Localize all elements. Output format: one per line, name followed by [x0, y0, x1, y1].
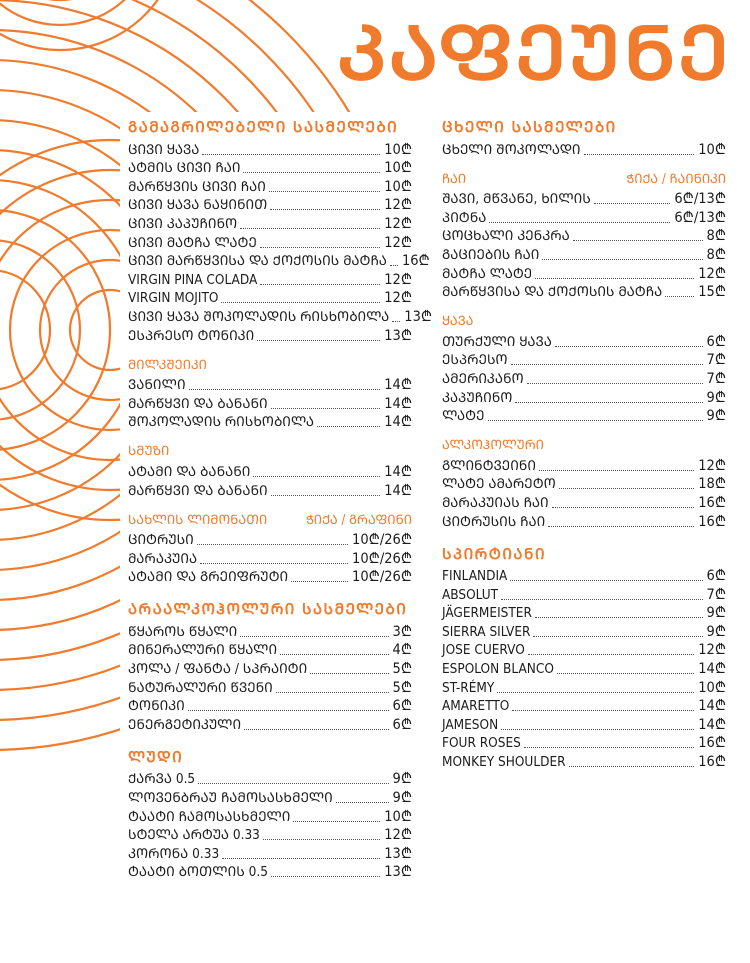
heading-label: ᲪᲮᲔᲚᲘ ᲡᲐᲡᲛᲔᲚᲔᲑᲘ	[442, 118, 617, 136]
dot-leader	[198, 783, 388, 784]
item-price: 10₾/26₾	[352, 550, 412, 567]
dot-leader	[221, 302, 380, 303]
item-name: ᲢᲝᲜᲘᲙᲘ	[128, 698, 185, 715]
menu-item	[442, 190, 726, 209]
dot-leader	[260, 284, 380, 285]
item-price: 6₾	[706, 333, 726, 350]
menu-item	[442, 264, 726, 283]
heading-label: ᲡᲐᲮᲚᲘᲡ ᲚᲘᲛᲝᲜᲐᲗᲘ	[128, 512, 268, 528]
item-price: 14₾	[384, 463, 412, 480]
item-price: 10₾	[384, 808, 412, 825]
dot-leader	[548, 526, 694, 527]
dot-leader	[488, 420, 703, 421]
dot-leader	[555, 346, 703, 347]
item-name: ᲪᲮᲔᲚᲘ ᲨᲝᲙᲝᲚᲐᲓᲘ	[442, 141, 581, 158]
menu-column-right	[442, 118, 726, 771]
menu-item	[128, 788, 412, 807]
dot-leader	[244, 729, 388, 730]
dot-leader	[497, 692, 694, 693]
dot-leader	[243, 172, 380, 173]
menu-item	[442, 456, 726, 475]
dot-leader	[542, 259, 702, 260]
item-name: VIRGIN PINA COLADA	[128, 271, 258, 288]
item-name: ᲛᲐᲠᲬᲧᲕᲘ ᲓᲐ ᲑᲐᲜᲐᲜᲘ	[128, 482, 268, 499]
item-name: ᲪᲘᲕᲘ ᲛᲐᲠᲬᲧᲕᲘᲡᲐ ᲓᲐ ᲥᲝᲥᲝᲡᲘᲡ ᲛᲐᲢᲩᲐ	[128, 253, 387, 270]
item-name: ᲪᲘᲕᲘ ᲙᲐᲞᲣᲩᲘᲜᲝ	[128, 215, 238, 232]
dot-leader	[515, 402, 702, 403]
item-price: 13₾	[404, 308, 433, 325]
heading-label: ᲡᲞᲘᲠᲢᲘᲐᲜᲘ	[442, 544, 546, 563]
item-name: JÄGERMEISTER	[442, 605, 532, 622]
dot-leader	[594, 203, 670, 204]
item-price: 7₾	[706, 586, 726, 603]
item-name: ABSOLUT	[442, 586, 499, 603]
item-price: 14₾	[384, 414, 412, 431]
menu-item	[128, 270, 412, 289]
menu-item	[128, 177, 412, 196]
item-price: 12₾	[698, 457, 726, 474]
item-price: 6₾/13₾	[674, 209, 726, 226]
item-price: 7₾	[706, 370, 726, 387]
dot-leader	[557, 673, 694, 674]
item-price: 16₾	[698, 513, 726, 530]
item-name: ᲪᲘᲢᲠᲣᲡᲘᲡ ᲩᲐᲘ	[442, 513, 546, 530]
item-name: ᲛᲐᲢᲩᲐ ᲚᲐᲢᲔ	[442, 265, 533, 282]
menu-item	[442, 567, 726, 586]
heading-label: ᲒᲐᲛᲐᲒᲠᲘᲚᲔᲑᲔᲚᲘ ᲡᲐᲡᲛᲔᲚᲔᲑᲘ	[128, 118, 399, 136]
menu-item	[128, 844, 412, 863]
item-name: ᲗᲣᲠᲥᲣᲚᲘ ᲧᲐᲕᲐ	[442, 333, 552, 350]
item-name: ᲚᲐᲢᲔ	[442, 408, 485, 425]
item-name: FOUR ROSES	[442, 735, 521, 752]
menu-item	[442, 659, 726, 678]
item-price: 10₾	[698, 141, 726, 158]
item-price: 14₾	[384, 395, 412, 412]
item-price: 6₾	[706, 568, 726, 585]
dot-leader	[310, 673, 388, 674]
dot-leader	[584, 154, 695, 155]
item-name: ᲨᲐᲕᲘ, ᲛᲬᲕᲐᲜᲔ, ᲮᲘᲚᲘᲡ	[442, 191, 591, 208]
item-name: ᲒᲚᲘᲜᲢᲕᲔᲘᲜᲘ	[442, 457, 536, 474]
menu-item	[128, 376, 412, 395]
subsection-title	[128, 357, 412, 375]
menu-item	[442, 388, 726, 407]
dot-leader	[527, 383, 703, 384]
item-price: 13₾	[384, 864, 412, 881]
menu-item	[128, 807, 412, 826]
item-price: 9₾	[392, 790, 412, 807]
menu-item	[442, 585, 726, 604]
item-price: 16₾	[698, 494, 726, 511]
menu-item	[128, 715, 412, 734]
item-price: 15₾	[698, 284, 726, 301]
dot-leader	[270, 209, 380, 210]
subsection-title	[442, 437, 726, 455]
menu-item	[128, 678, 412, 697]
heading-label: ᲡᲛᲣᲖᲘ	[128, 444, 170, 460]
item-price: 9₾	[706, 408, 726, 425]
item-name: ᲜᲐᲢᲣᲠᲐᲚᲣᲠᲘ ᲬᲕᲔᲜᲘ	[128, 679, 273, 696]
dot-leader	[559, 488, 694, 489]
item-name: ᲡᲢᲔᲚᲐ ᲐᲠᲢᲣᲐ 0.33	[128, 827, 260, 844]
menu-item	[128, 196, 412, 215]
dot-leader	[510, 580, 702, 581]
item-name: SIERRA SILVER	[442, 623, 531, 640]
menu-item	[442, 227, 726, 246]
page-title: ᲙᲐᲤᲔᲣᲜᲔ	[337, 11, 732, 97]
item-price: 10₾/26₾	[352, 532, 412, 549]
dot-leader	[257, 340, 380, 341]
item-price: 18₾	[698, 476, 726, 493]
dot-leader	[392, 321, 400, 322]
item-name: AMARETTO	[442, 698, 510, 715]
item-price: 10₾	[384, 178, 412, 195]
item-name: JOSE CUERVO	[442, 642, 525, 659]
dot-leader	[260, 247, 380, 248]
dot-leader	[271, 495, 381, 496]
item-price: 12₾	[384, 234, 412, 251]
heading-label: ᲐᲚᲙᲝᲰᲝᲚᲣᲠᲘ	[442, 438, 544, 454]
menu-item	[442, 622, 726, 641]
menu-item	[128, 697, 412, 716]
heading-label: ᲐᲠᲐᲐᲚᲙᲝᲰᲝᲚᲣᲠᲘ ᲡᲐᲡᲛᲔᲚᲔᲑᲘ	[128, 600, 408, 619]
item-name: ESPOLON BLANCO	[442, 661, 554, 678]
subsection-title	[128, 443, 412, 461]
dot-leader	[573, 240, 703, 241]
item-price: 12₾	[384, 271, 412, 288]
menu-item	[442, 697, 726, 716]
item-price: 10₾	[698, 679, 726, 696]
menu-item	[128, 159, 412, 178]
heading-label: ᲚᲣᲓᲘ	[128, 747, 184, 766]
section-title	[442, 545, 726, 563]
item-name: ᲪᲘᲕᲘ ᲧᲐᲕᲐ ᲨᲝᲙᲝᲚᲐᲓᲘᲡ ᲠᲘᲡᲮᲝᲑᲘᲚᲐ	[128, 308, 390, 325]
item-price: 6₾	[392, 698, 412, 715]
item-name: ᲥᲐᲠᲕᲐ 0.5	[128, 771, 196, 788]
dot-leader	[188, 710, 389, 711]
section-title	[128, 600, 412, 618]
item-name: ᲪᲘᲕᲘ ᲛᲐᲢᲩᲐ ᲚᲐᲢᲔ	[128, 234, 257, 251]
dot-leader	[390, 265, 398, 266]
subsection-title	[442, 171, 726, 189]
dot-leader	[535, 278, 694, 279]
dot-leader	[665, 296, 694, 297]
dot-leader	[552, 507, 695, 508]
item-price: 5₾	[392, 679, 412, 696]
subsection-title	[442, 313, 726, 331]
dot-leader	[317, 426, 380, 427]
menu-item	[128, 252, 430, 271]
item-name: ᲛᲘᲜᲔᲠᲐᲚᲣᲠᲘ ᲬᲧᲐᲚᲘ	[128, 642, 278, 659]
menu-item	[128, 289, 412, 308]
menu-item	[442, 493, 726, 512]
item-price: 6₾/13₾	[674, 191, 726, 208]
subsection-title	[128, 512, 412, 530]
item-price: 9₾	[706, 623, 726, 640]
item-price: 9₾	[706, 389, 726, 406]
item-price: 13₾	[384, 327, 412, 344]
menu-item	[442, 678, 726, 697]
item-price: 14₾	[698, 716, 726, 733]
dot-leader	[336, 802, 389, 803]
item-price: 12₾	[384, 215, 412, 232]
item-name: ᲛᲐᲠᲐᲙᲣᲘᲐᲡ ᲩᲐᲘ	[442, 494, 549, 511]
menu-item	[128, 214, 412, 233]
item-name: ᲞᲘᲢᲜᲐ	[442, 209, 487, 226]
dot-leader	[533, 636, 702, 637]
item-name: FINLANDIA	[442, 568, 508, 585]
item-name: ᲔᲜᲔᲠᲒᲔᲢᲘᲙᲣᲚᲘ	[128, 716, 242, 733]
dot-leader	[189, 389, 381, 390]
dot-leader	[222, 858, 380, 859]
menu-item	[442, 715, 726, 734]
item-price: 5₾	[392, 661, 412, 678]
dot-leader	[501, 599, 702, 600]
dot-leader	[539, 470, 694, 471]
item-name: ᲔᲡᲞᲠᲔᲡᲝ ᲢᲝᲜᲘᲙᲘ	[128, 327, 255, 344]
menu-item	[442, 208, 726, 227]
item-name: ᲒᲐᲪᲘᲔᲑᲘᲡ ᲩᲐᲘ	[442, 246, 540, 263]
menu-item	[442, 475, 726, 494]
menu-item	[128, 394, 412, 413]
item-name: ᲪᲝᲪᲮᲐᲚᲘ ᲙᲔᲜᲙᲠᲐ	[442, 228, 570, 245]
menu-item	[128, 659, 412, 678]
section-title	[128, 118, 412, 136]
dot-leader	[240, 228, 380, 229]
item-name: ᲐᲛᲔᲠᲘᲙᲐᲜᲝ	[442, 370, 524, 387]
menu-item	[442, 641, 726, 660]
item-price: 14₾	[384, 482, 412, 499]
dot-leader	[271, 408, 381, 409]
menu-item	[442, 734, 726, 753]
menu-item	[442, 407, 726, 426]
item-name: ST-RÉMY	[442, 679, 495, 696]
item-name: VIRGIN MOJITO	[128, 290, 219, 307]
item-price: 8₾	[706, 246, 726, 263]
item-name: ᲢᲐᲐᲢᲘ ᲑᲝᲗᲚᲘᲡ 0.5	[128, 864, 268, 881]
dot-leader	[528, 654, 694, 655]
item-price: 3₾	[392, 623, 412, 640]
item-price: 14₾	[698, 661, 726, 678]
section-title	[442, 118, 726, 136]
dot-leader	[280, 654, 388, 655]
item-name: ᲙᲝᲠᲝᲜᲐ 0.33	[128, 845, 220, 862]
dot-leader	[524, 747, 694, 748]
menu-item	[442, 512, 726, 531]
item-name: ᲨᲝᲙᲝᲚᲐᲓᲘᲡ ᲠᲘᲡᲮᲝᲑᲘᲚᲐ	[128, 414, 315, 431]
item-price: 7₾	[706, 352, 726, 369]
menu-item	[128, 770, 412, 789]
item-price: 14₾	[384, 377, 412, 394]
item-price: 16₾	[698, 754, 726, 771]
menu-item	[128, 549, 412, 568]
menu-item	[442, 283, 726, 302]
column-note: ᲭᲘᲥᲐ / ᲩᲐᲘᲜᲘᲙᲘ	[626, 171, 726, 187]
dot-leader	[197, 544, 348, 545]
dot-leader	[512, 710, 694, 711]
dot-leader	[293, 821, 380, 822]
menu-item	[442, 332, 726, 351]
item-price: 6₾	[392, 716, 412, 733]
dot-leader	[291, 581, 348, 582]
menu-item	[128, 641, 412, 660]
item-price: 12₾	[384, 197, 412, 214]
item-price: 12₾	[384, 827, 412, 844]
item-name: MONKEY SHOULDER	[442, 754, 566, 771]
dot-leader	[240, 636, 388, 637]
dot-leader	[276, 692, 389, 693]
dot-leader	[501, 729, 694, 730]
dot-leader	[263, 839, 380, 840]
dot-leader	[489, 222, 670, 223]
item-name: ᲐᲢᲐᲛᲘ ᲓᲐ ᲑᲐᲜᲐᲜᲘ	[128, 463, 251, 480]
dot-leader	[535, 617, 703, 618]
dot-leader	[200, 563, 348, 564]
item-name: ᲚᲝᲕᲔᲜᲑᲠᲐᲣ ᲩᲐᲛᲝᲡᲐᲡᲮᲛᲔᲚᲘ	[128, 790, 333, 807]
menu-item	[128, 462, 412, 481]
item-name: ᲛᲐᲠᲐᲙᲣᲘᲐ	[128, 550, 198, 567]
menu-item	[128, 531, 412, 550]
item-name: ᲙᲐᲞᲣᲩᲘᲜᲝ	[442, 389, 513, 406]
item-price: 12₾	[698, 265, 726, 282]
item-price: 14₾	[698, 698, 726, 715]
dot-leader	[253, 476, 380, 477]
menu-item	[442, 351, 726, 370]
heading-label: ᲩᲐᲘ	[442, 171, 467, 187]
item-price: 9₾	[392, 771, 412, 788]
item-price: 12₾	[384, 290, 412, 307]
item-name: ᲬᲧᲐᲠᲝᲡ ᲬᲧᲐᲚᲘ	[128, 623, 238, 640]
item-name: ᲪᲘᲕᲘ ᲧᲐᲕᲐ	[128, 141, 200, 158]
dot-leader	[269, 191, 380, 192]
item-name: ᲚᲐᲢᲔ ᲐᲛᲐᲠᲔᲢᲝ	[442, 476, 556, 493]
item-name: ᲢᲐᲐᲢᲘ ᲩᲐᲛᲝᲡᲐᲡᲮᲛᲔᲚᲘ	[128, 808, 291, 825]
dot-leader	[569, 766, 695, 767]
menu-item	[128, 140, 412, 159]
item-name: ᲕᲐᲜᲘᲚᲘ	[128, 377, 186, 394]
menu-item	[128, 568, 412, 587]
item-price: 10₾	[384, 141, 412, 158]
item-price: 12₾	[698, 642, 726, 659]
item-price: 8₾	[706, 228, 726, 245]
menu-item	[128, 863, 412, 882]
item-price: 4₾	[392, 642, 412, 659]
menu-item	[128, 622, 412, 641]
heading-label: ᲧᲐᲕᲐ	[442, 314, 474, 330]
menu-item	[442, 369, 726, 388]
item-price: 10₾/26₾	[352, 569, 412, 586]
menu-item	[442, 245, 726, 264]
menu-item	[128, 233, 412, 252]
item-name: ᲛᲐᲠᲬᲧᲕᲘ ᲓᲐ ᲑᲐᲜᲐᲜᲘ	[128, 395, 268, 412]
menu-item	[442, 140, 726, 159]
dot-leader	[271, 876, 380, 877]
menu-item	[128, 481, 412, 500]
dot-leader	[202, 154, 380, 155]
item-name: ᲛᲐᲠᲬᲧᲕᲘᲡᲐ ᲓᲐ ᲥᲝᲥᲝᲡᲘᲡ ᲛᲐᲢᲩᲐ	[442, 284, 663, 301]
menu-column-left	[128, 118, 433, 881]
menu-item	[128, 826, 412, 845]
item-price: 16₾	[698, 735, 726, 752]
item-name: ᲐᲢᲛᲘᲡ ᲪᲘᲕᲘ ᲩᲐᲘ	[128, 160, 241, 177]
item-name: ᲪᲘᲕᲘ ᲧᲐᲕᲐ ᲜᲐᲧᲘᲜᲘᲗ	[128, 197, 268, 214]
item-price: 9₾	[706, 605, 726, 622]
menu-item	[128, 413, 412, 432]
menu-item	[442, 604, 726, 623]
menu-item	[442, 752, 726, 771]
item-name: ᲔᲡᲞᲠᲔᲡᲝ	[442, 352, 508, 369]
dot-leader	[511, 364, 703, 365]
item-name: ᲪᲘᲢᲠᲣᲡᲘ	[128, 532, 194, 549]
menu-item	[128, 307, 433, 326]
item-name: ᲐᲢᲐᲛᲘ ᲓᲐ ᲒᲠᲔᲘᲤᲠᲣᲢᲘ	[128, 569, 289, 586]
item-price: 10₾	[384, 160, 412, 177]
section-title	[128, 748, 412, 766]
item-price: 13₾	[384, 845, 412, 862]
item-name: JAMESON	[442, 716, 499, 733]
item-price: 16₾	[401, 253, 430, 270]
menu-item	[128, 326, 412, 345]
item-name: ᲙᲝᲚᲐ / ᲤᲐᲜᲢᲐ / ᲡᲞᲠᲐᲘᲢᲘ	[128, 661, 308, 678]
column-note: ᲭᲘᲥᲐ / ᲒᲠᲐᲤᲘᲜᲘ	[305, 512, 412, 528]
heading-label: ᲛᲘᲚᲙᲨᲔᲘᲙᲘ	[128, 357, 207, 373]
item-name: ᲛᲐᲠᲬᲧᲕᲘᲡ ᲪᲘᲕᲘ ᲩᲐᲘ	[128, 178, 266, 195]
